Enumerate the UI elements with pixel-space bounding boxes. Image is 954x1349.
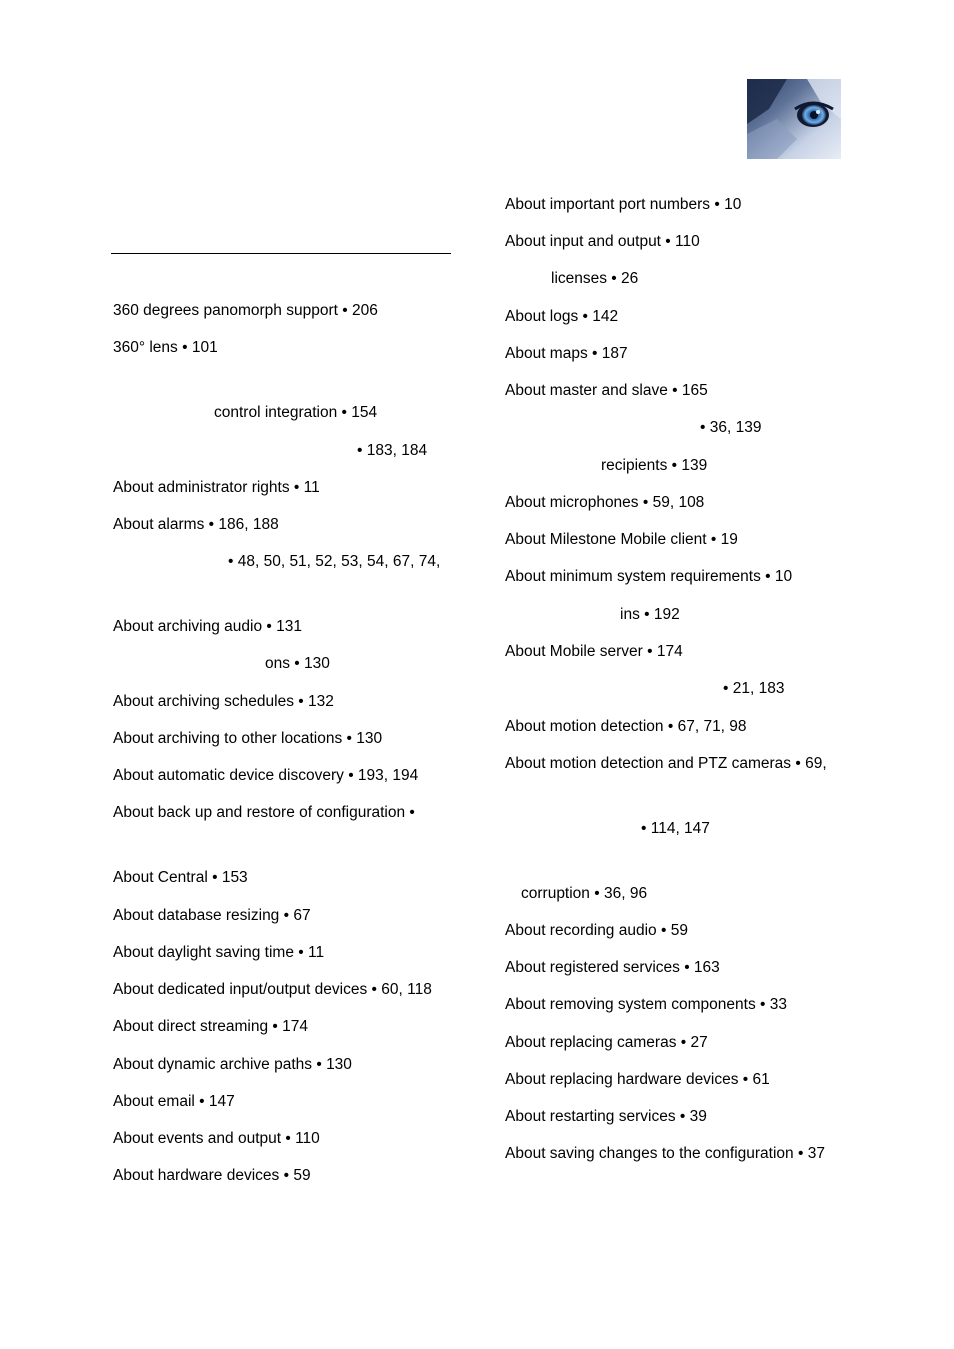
index-entry: About important port numbers • 10 <box>505 196 742 213</box>
logo-image <box>747 79 841 159</box>
index-entry: About removing system components • 33 <box>505 996 787 1013</box>
index-entry: About Milestone Mobile client • 19 <box>505 531 738 548</box>
index-entry: About back up and restore of configuration • <box>113 804 415 821</box>
index-entry: • 36, 139 <box>700 419 762 436</box>
index-entry: • 48, 50, 51, 52, 53, 54, 67, 74, <box>228 553 441 570</box>
index-entry: About hardware devices • 59 <box>113 1167 311 1184</box>
index-entry: About daylight saving time • 11 <box>113 944 325 961</box>
index-entry: About replacing cameras • 27 <box>505 1034 708 1051</box>
index-entry: About Mobile server • 174 <box>505 643 683 660</box>
index-entry: • 21, 183 <box>723 680 785 697</box>
index-entry: About automatic device discovery • 193, 194 <box>113 767 419 784</box>
index-entry: About microphones • 59, 108 <box>505 494 705 511</box>
index-entry: licenses • 26 <box>551 270 639 287</box>
index-entry: About dedicated input/output devices • 60, 118 <box>113 981 432 998</box>
index-entry: About restarting services • 39 <box>505 1108 707 1125</box>
index-entry: About registered services • 163 <box>505 959 720 976</box>
index-entry: About replacing hardware devices • 61 <box>505 1071 770 1088</box>
index-entry: About email • 147 <box>113 1093 235 1110</box>
index-entry: About recording audio • 59 <box>505 922 688 939</box>
index-entry: About database resizing • 67 <box>113 907 311 924</box>
index-entry: About events and output • 110 <box>113 1130 320 1147</box>
index-entry: About master and slave • 165 <box>505 382 708 399</box>
index-entry: About archiving audio • 131 <box>113 618 302 635</box>
wolf-eye-logo <box>747 79 841 159</box>
index-entry: 360° lens • 101 <box>113 339 218 356</box>
index-entry: About minimum system requirements • 10 <box>505 568 793 585</box>
index-entry: control integration • 154 <box>214 404 378 421</box>
index-entry: • 114, 147 <box>641 820 710 837</box>
index-entry: About administrator rights • 11 <box>113 479 320 496</box>
section-divider <box>111 253 451 254</box>
index-entry: ons • 130 <box>265 655 330 672</box>
index-entry: About motion detection and PTZ cameras • 69, <box>505 755 827 772</box>
index-entry: About motion detection • 67, 71, 98 <box>505 718 747 735</box>
index-entry: About input and output • 110 <box>505 233 700 250</box>
index-entry: About dynamic archive paths • 130 <box>113 1056 352 1073</box>
index-entry: ins • 192 <box>620 606 680 623</box>
index-entry: About alarms • 186, 188 <box>113 516 279 533</box>
index-entry: corruption • 36, 96 <box>521 885 648 902</box>
index-entry: 360 degrees panomorph support • 206 <box>113 302 378 319</box>
index-entry: About Central • 153 <box>113 869 248 886</box>
index-entry: About logs • 142 <box>505 308 619 325</box>
index-entry: recipients • 139 <box>601 457 708 474</box>
index-entry: About archiving to other locations • 130 <box>113 730 383 747</box>
index-entry: About archiving schedules • 132 <box>113 693 334 710</box>
index-entry: About maps • 187 <box>505 345 628 362</box>
index-entry: About saving changes to the configuration • 37 <box>505 1145 825 1162</box>
index-entry: • 183, 184 <box>357 442 428 459</box>
index-entry: About direct streaming • 174 <box>113 1018 308 1035</box>
